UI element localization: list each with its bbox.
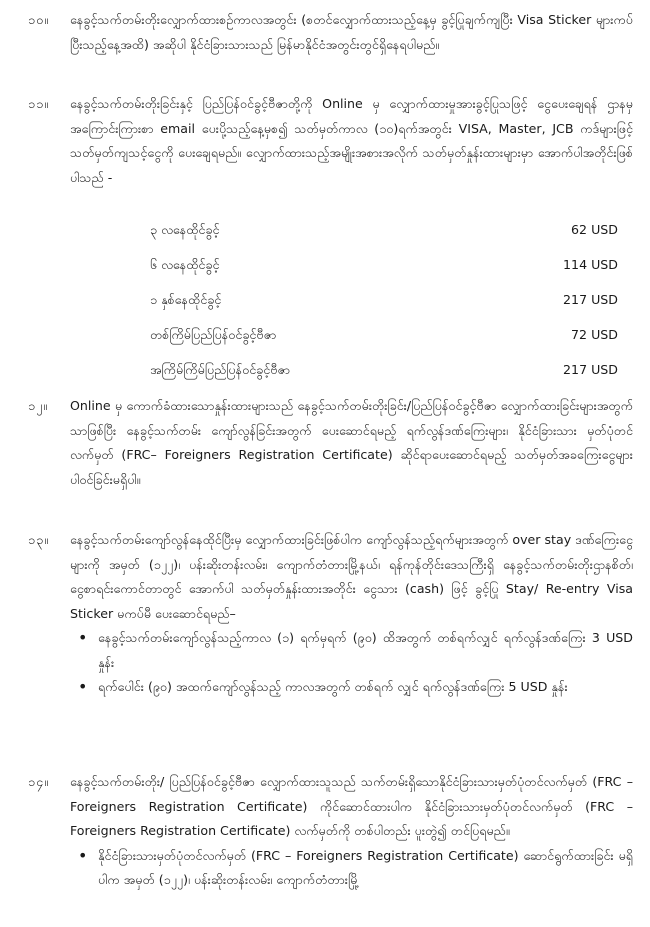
bullet-list (70, 844, 633, 893)
fee-row (150, 253, 618, 288)
clause-13 (28, 528, 633, 700)
fee-label: အကြိမ်ကြိမ်ပြည်ပြန်ဝင်ခွင့်ဗီဇာ (150, 362, 291, 377)
fee-price: 217 USD (563, 362, 618, 377)
fee-label: ၁ နှစ်နေထိုင်ခွင့် (150, 292, 222, 307)
clause-text: နေခွင့်သက်တမ်းတိုးခြင်းနှင့် ပြည်ပြန်ဝင်ခွင့်ဗီဇာတို့ကို Online မှ လျှောက်ထားမှုအားခွင့်ပြုသဖြင့် ငွေပေးချေရန် ဌာနမှ အကြောင်းကြားစာ email ပေးပို့သည့်နေ့မှစ၍ သတ်မှတ်ကာလ (၁၀)ရက်အတွင်း VISA, Master, JCB ကဒ်များဖြင့် သတ်မှတ်ကျသင့်ငွေကို ပေးချေရမည်။ လျှောက်ထားသည့်အမျိုးအစားအလိုက် သတ်မှတ်နှုန်းထားများမှာ အောက်ပါအတိုင်းဖြစ်ပါသည် - (70, 96, 633, 185)
fee-price: 72 USD (571, 327, 618, 342)
bullet-list (70, 626, 633, 700)
fee-row (150, 323, 618, 358)
clause-text: Online မှ ကောက်ခံထားသောနှုန်းထားများသည် နေခွင့်သက်တမ်းတိုးခြင်း/ပြည်ပြန်ဝင်ခွင့်ဗီဇာ လျှောက်ထားခြင်းများအတွက်သာဖြစ်ပြီး နေခွင့်သက်တမ်း ကျော်လွန်ခြင်းအတွက် ပေးဆောင်ရမည့် ရက်လွန်ဒဏ်ကြေးများ၊ နိုင်ငံခြားသား မှတ်ပုံတင်လက်မှတ် (FRC– Foreigners Registration Certificate) ဆိုင်ရာပေးဆောင်ရမည့် သတ်မှတ်အခကြေးငွေများ ပါဝင်ခြင်းမရှိပါ။ (70, 398, 633, 487)
clause-number: ၁၄။ (28, 774, 49, 789)
clause-12 (28, 394, 633, 492)
clause-number: ၁၁။ (28, 96, 49, 111)
fee-row (150, 288, 618, 323)
fee-price: 217 USD (563, 292, 618, 307)
clause-14 (28, 770, 633, 893)
fee-price: 114 USD (563, 257, 618, 272)
clause-text: နေခွင့်သက်တမ်းတိုး/ ပြည်ပြန်ဝင်ခွင့်ဗီဇာ လျှောက်ထားသူသည် သက်တမ်းရှိသောနိုင်ငံခြားသားမှတ်ပုံတင်လက်မှတ် (FRC –Foreigners Registration Certificate) ကိုင်ဆောင်ထားပါက နိုင်ငံခြားသားမှတ်ပုံတင်လက်မှတ် (FRC –Foreigners Registration Certificate) လက်မှတ်ကို တစ်ပါတည်း ပူးတွဲ၍ တင်ပြရမည်။ (70, 774, 633, 838)
clause-number: ၁၀။ (28, 12, 49, 27)
fee-table (150, 218, 618, 393)
clause-text: နေခွင့်သက်တမ်းတိုးလျှောက်ထားစဉ်ကာလအတွင်း (စတင်လျှောက်ထားသည့်နေ့မှ ခွင့်ပြုချက်ကျပြီး Visa Sticker များကပ်ပြီးသည့်နေ့အထိ) အဆိုပါ နိုင်ငံခြားသားသည် မြန်မာနိုင်ငံအတွင်းတွင်ရှိနေရပါမည်။ (70, 12, 633, 52)
clause-number: ၁၂။ (28, 398, 49, 413)
clause-number: ၁၃။ (28, 532, 49, 547)
fee-row (150, 218, 618, 253)
list-item: • နေခွင့်သက်တမ်းကျော်လွန်သည့်ကာလ (၁) ရက်မှရက် (၉၀) ထိအတွက် တစ်ရက်လျှင် ရက်လွန်ဒဏ်ကြေး 3 USD နှုန်း (70, 626, 633, 675)
fee-label: ၃ လနေထိုင်ခွင့် (150, 222, 220, 237)
fee-price: 62 USD (571, 222, 618, 237)
clause-11 (28, 92, 633, 190)
clause-text: နေခွင့်သက်တမ်းကျော်လွန်နေထိုင်ပြီးမှ လျှောက်ထားခြင်းဖြစ်ပါက ကျော်လွန်သည့်ရက်များအတွက် over stay ဒဏ်ကြေးငွေများကို အမှတ် (၁၂၂)၊ ပန်းဆိုးတန်းလမ်း၊ ကျောက်တံတားမြို့နယ်၊ ရန်ကုန်တိုင်းဒေသကြီးရှိ နေခွင့်သက်တမ်းတိုးဌာနစိတ်၊ ငွေစာရင်းကောင်တာတွင် အောက်ပါ သတ်မှတ်နှုန်းထားအတိုင်း ငွေသား (cash) ဖြင့် ခွင့်ပြု Stay/ Re-entry Visa Sticker မကပ်မီ ပေးဆောင်ရမည်– (70, 532, 633, 621)
clause-10 (28, 8, 633, 57)
list-item: • ရက်ပေါင်း (၉၀) အထက်ကျော်လွန်သည့် ကာလအတွက် တစ်ရက် လျှင် ရက်လွန်ဒဏ်ကြေး 5 USD နှုန်း (70, 675, 633, 700)
fee-label: ၆ လနေထိုင်ခွင့် (150, 257, 220, 272)
fee-row (150, 358, 618, 393)
list-item: • နိုင်ငံခြားသားမှတ်ပုံတင်လက်မှတ် (FRC – Foreigners Registration Certificate) ဆောင်ရွက်ထားခြင်း မရှိပါက အမှတ် (၁၂၂)၊ ပန်းဆိုးတန်းလမ်း၊ ကျောက်တံတားမြို့ (70, 844, 633, 893)
fee-label: တစ်ကြိမ်ပြည်ပြန်ဝင်ခွင့်ဗီဇာ (150, 327, 277, 342)
